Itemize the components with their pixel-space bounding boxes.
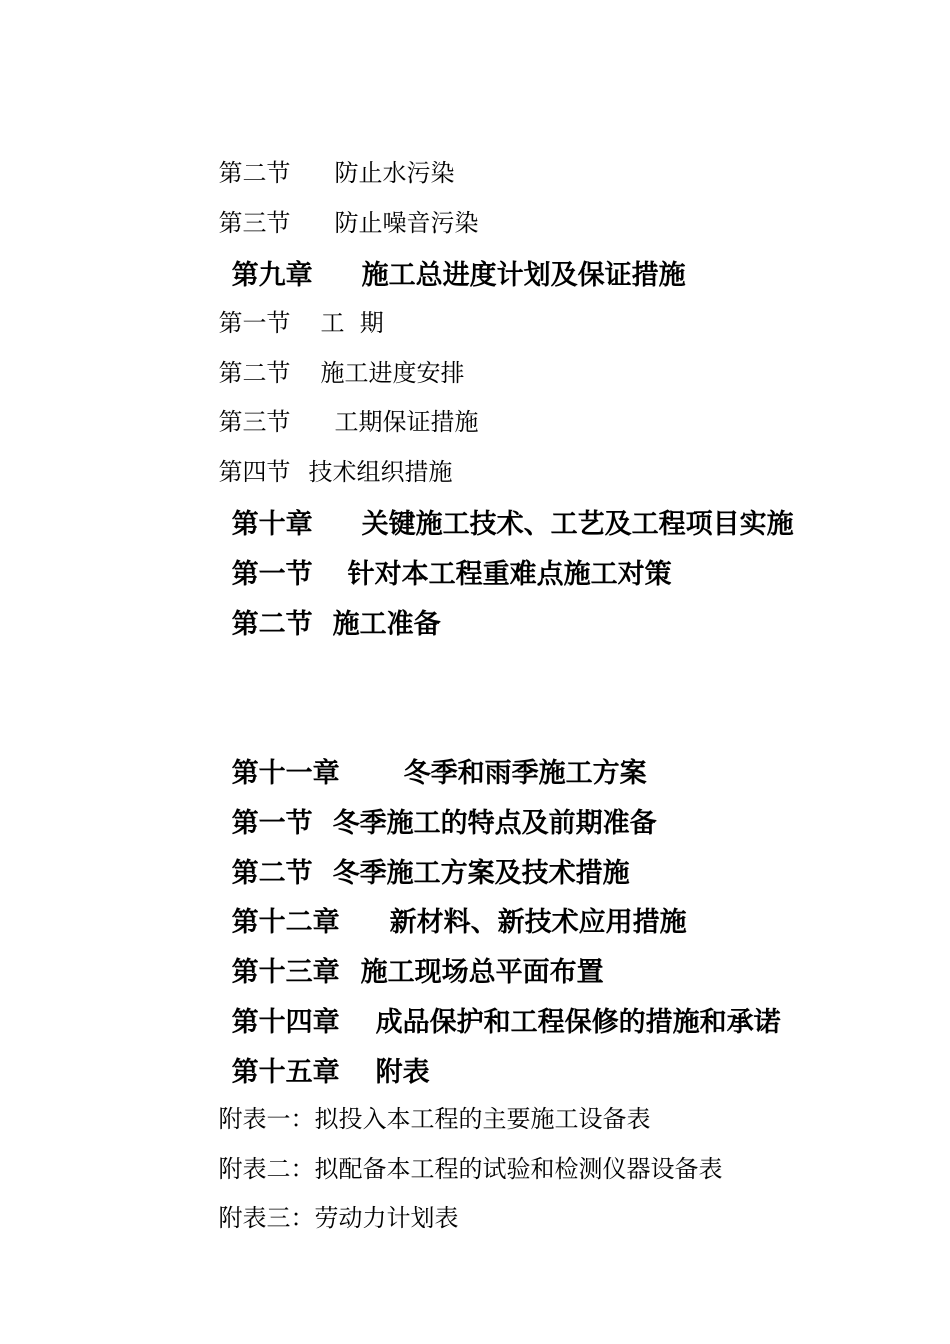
chapter-title: 附表 xyxy=(375,1057,430,1088)
chapter-title: 施工总进度计划及保证措施 xyxy=(361,260,686,291)
section-number: 第三节 xyxy=(218,408,291,436)
section-title: 工 期 xyxy=(320,309,384,337)
chapter-title: 成品保护和工程保修的措施和承诺 xyxy=(375,1007,781,1038)
chapter-number: 第十五章 xyxy=(231,1057,340,1088)
chapter-number: 第十一章 xyxy=(231,758,340,789)
section-number: 第一节 xyxy=(231,808,313,839)
chapter-title: 施工现场总平面布置 xyxy=(360,957,604,988)
section-title: 防止水污染 xyxy=(334,159,455,187)
toc-appendix-line xyxy=(188,1182,459,1254)
chapter-number: 第十三章 xyxy=(231,957,340,988)
appendix-title: 拟配备本工程的试验和检测仪器设备表 xyxy=(314,1155,723,1183)
section-title: 工期保证措施 xyxy=(334,408,479,436)
chapter-title: 关键施工技术、工艺及工程项目实施 xyxy=(361,509,794,540)
section-title: 施工进度安排 xyxy=(320,359,465,387)
section-number: 第三节 xyxy=(218,209,291,237)
section-title: 冬季施工的特点及前期准备 xyxy=(332,808,657,839)
section-number: 第二节 xyxy=(218,359,291,387)
appendix-number: 附表三： xyxy=(218,1204,315,1232)
section-number: 第二节 xyxy=(231,858,313,889)
section-title: 技术组织措施 xyxy=(308,458,453,486)
chapter-title: 新材料、新技术应用措施 xyxy=(389,907,687,938)
section-title: 防止噪音污染 xyxy=(334,209,479,237)
appendix-number: 附表一： xyxy=(218,1105,315,1133)
chapter-number: 第十四章 xyxy=(231,1007,340,1038)
chapter-number: 第十章 xyxy=(231,509,313,540)
chapter-number: 第九章 xyxy=(231,260,313,291)
appendix-title: 拟投入本工程的主要施工设备表 xyxy=(314,1105,651,1133)
section-title: 冬季施工方案及技术措施 xyxy=(332,858,630,889)
chapter-number: 第十二章 xyxy=(231,907,340,938)
toc-chapter-line xyxy=(194,584,441,665)
section-number: 第二节 xyxy=(218,159,291,187)
appendix-title: 劳动力计划表 xyxy=(314,1204,459,1232)
appendix-number: 附表二： xyxy=(218,1155,315,1183)
section-title: 针对本工程重难点施工对策 xyxy=(347,559,672,590)
section-number: 第一节 xyxy=(231,559,313,590)
section-title: 施工准备 xyxy=(332,609,441,640)
section-number: 第一节 xyxy=(218,309,291,337)
section-number: 第二节 xyxy=(231,609,313,640)
section-number: 第四节 xyxy=(218,458,291,486)
chapter-title: 冬季和雨季施工方案 xyxy=(403,758,647,789)
